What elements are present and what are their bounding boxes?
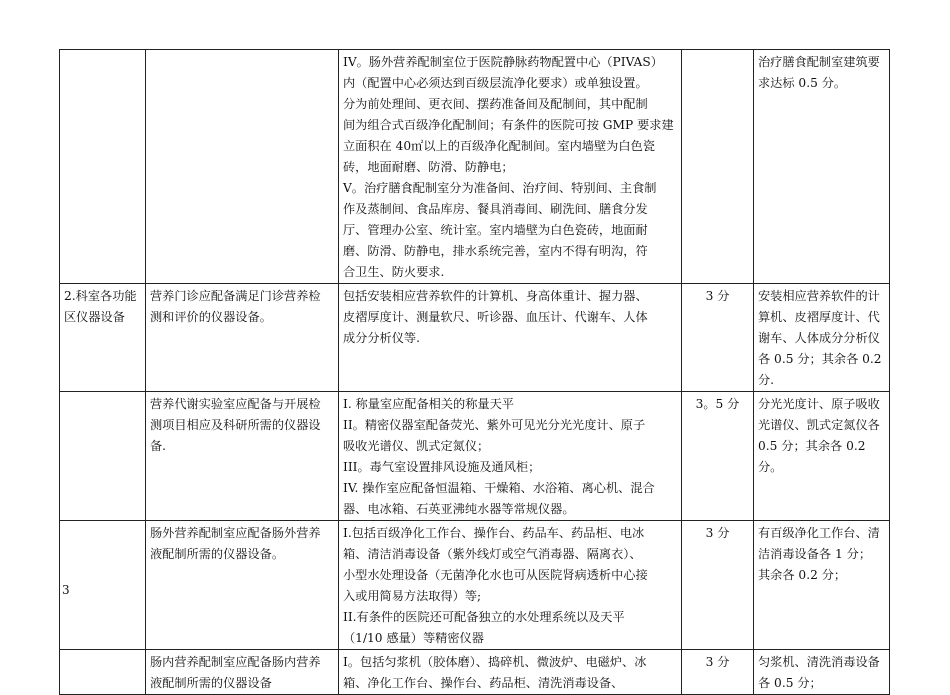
cell-text-line: 匀浆机、清洗消毒设备 [758, 655, 880, 669]
cell-text-line: 谢车、人体成分分析仪 [758, 331, 880, 345]
cell-text-line: 包括安装相应营养软件的计算机、身高体重计、握力器、 [343, 289, 648, 303]
cell-text-line: 各 0.5 分； [758, 676, 822, 690]
cell-text-line: 其余各 0.2 分； [758, 568, 847, 582]
cell-text-line: 小型水处理设备（无菌净化水也可从医院肾病透析中心接 [343, 568, 648, 582]
item-cell [146, 521, 339, 650]
score-cell: 3 分 [682, 284, 754, 392]
category-cell [60, 50, 146, 284]
table-body [60, 50, 890, 695]
cell-text-line: 安装相应营养软件的计 [758, 289, 880, 303]
criteria-cell [754, 521, 890, 650]
cell-text-line: 入或用简易方法取得）等; [343, 589, 482, 603]
score-cell: 3。5 分 [682, 392, 754, 521]
cell-text-line: I。包括匀浆机（胶体磨）、捣碎机、微波炉、电磁炉、冰 [343, 655, 647, 669]
cell-text-line: 内（配置中心必须达到百级层流净化要求）或单独设置。 [343, 76, 648, 90]
cell-text-line: 各 0.5 分；其余各 0.2 [758, 352, 882, 366]
category-cell [60, 392, 146, 521]
cell-text-line: 测项目相应及科研所需的仪器设 [150, 418, 321, 432]
cell-text-line: 营养门诊应配备满足门诊营养检 [150, 289, 321, 303]
table-row [60, 392, 890, 521]
cell-text-line: III。毒气室设置排风设施及通风柜； [343, 460, 541, 474]
category-cell [60, 284, 146, 392]
table-row [60, 284, 890, 392]
cell-text-line: I. 称量室应配备相关的称量天平 [343, 397, 514, 411]
cell-text-line: 分。 [758, 460, 783, 474]
cell-text-line: 2.科室各功能 [64, 289, 137, 303]
cell-text-line: IV. 操作室应配备恒温箱、干燥箱、水浴箱、离心机、混合 [343, 481, 655, 495]
cell-text-line: 分为前处理间、更衣间、摆药准备间及配制间，其中配制 [343, 97, 648, 111]
category-cell [60, 521, 146, 650]
cell-text-line: 有百级净化工作台、清 [758, 526, 880, 540]
cell-text-line: 砖，地面耐磨、防滑、防静电； [343, 160, 514, 174]
item-cell [146, 50, 339, 284]
cell-text-line: 求达标 0.5 分。 [758, 76, 847, 90]
item-cell [146, 392, 339, 521]
cell-text-line: 肠内营养配制室应配备肠内营养 [150, 655, 321, 669]
cell-text-line: I.包括百级净化工作台、操作台、药品车、药品柜、电冰 [343, 526, 645, 540]
category-cell [60, 650, 146, 695]
cell-text-line: 备. [150, 439, 167, 453]
cell-text-line: 光谱仪、凯式定氮仪各 [758, 418, 880, 432]
content-cell [339, 284, 682, 392]
content-cell [339, 521, 682, 650]
content-cell [339, 50, 682, 284]
score-cell: 3 分 [682, 521, 754, 650]
cell-text-line: 营养代谢实验室应配备与开展检 [150, 397, 321, 411]
cell-text-line: 分. [758, 373, 775, 387]
cell-text-line: 算机、皮褶厚度计、代 [758, 310, 880, 324]
score-cell [682, 50, 754, 284]
criteria-cell [754, 650, 890, 695]
cell-text-line: 治疗膳食配制室建筑要 [758, 55, 880, 69]
cell-text-line: 0.5 分；其余各 0.2 [758, 439, 866, 453]
cell-text-line: 器、电冰箱、石英亚沸纯水器等常规仪器。 [343, 502, 575, 516]
cell-text-line: 磨、防滑、防静电，排水系统完善，室内不得有明沟，符 [343, 244, 648, 258]
criteria-cell [754, 392, 890, 521]
content-cell [339, 392, 682, 521]
cell-text-line: 厅、管理办公室、统计室。室内墙壁为白色瓷砖，地面耐 [343, 223, 648, 237]
cell-text-line: 液配制所需的仪器设备 [150, 676, 272, 690]
cell-text-line: 液配制所需的仪器设备。 [150, 547, 285, 561]
cell-text-line: 区仪器设备 [64, 310, 125, 324]
criteria-cell [754, 284, 890, 392]
cell-text-line: 立面积在 40㎡以上的百级净化配制间。室内墙壁为白色瓷 [343, 139, 655, 153]
table-row [60, 521, 890, 650]
cell-text-line: （1/10 感量）等精密仪器 [343, 631, 484, 645]
score-cell: 3 分 [682, 650, 754, 695]
cell-text-line: 成分分析仪等. [343, 331, 420, 345]
cell-text-line: II。精密仪器室配备荧光、紫外可见光分光光度计、原子 [343, 418, 646, 432]
cell-text-line: 分光光度计、原子吸收 [758, 397, 880, 411]
cell-text-line: V。治疗膳食配制室分为准备间、治疗间、特别间、主食制 [343, 181, 657, 195]
cell-text-line: 间为组合式百级净化配制间；有条件的医院可按 GMP 要求建 [343, 118, 674, 132]
cell-text-line: 箱、净化工作台、操作台、药品柜、清洗消毒设备、 [343, 676, 624, 690]
cell-text-line: 洁消毒设备各 1 分； [758, 547, 872, 561]
cell-text-line: 皮褶厚度计、测量软尺、听诊器、血压计、代谢车、人体 [343, 310, 648, 324]
item-cell [146, 284, 339, 392]
cell-text-line: IV。肠外营养配制室位于医院静脉药物配置中心（PIVAS） [343, 55, 663, 69]
cell-text-line: 箱、清洁消毒设备（紫外线灯或空气消毒器、隔离衣）、 [343, 547, 642, 561]
content-cell [339, 650, 682, 695]
cell-text-line: II.有条件的医院还可配备独立的水处理系统以及天平 [343, 610, 625, 624]
criteria-cell [754, 50, 890, 284]
cell-text-line: 测和评价的仪器设备。 [150, 310, 272, 324]
cell-text-line: 作及蒸制间、食品库房、餐具消毒间、刷洗间、膳食分发 [343, 202, 648, 216]
cell-text-line: 合卫生、防火要求. [343, 265, 445, 279]
standards-table [59, 49, 890, 695]
table-row [60, 50, 890, 284]
table-row [60, 650, 890, 695]
page-number: 3 [62, 583, 70, 597]
item-cell [146, 650, 339, 695]
cell-text-line: 肠外营养配制室应配备肠外营养 [150, 526, 321, 540]
cell-text-line: 吸收光谱仪、凯式定氮仪； [343, 439, 490, 453]
